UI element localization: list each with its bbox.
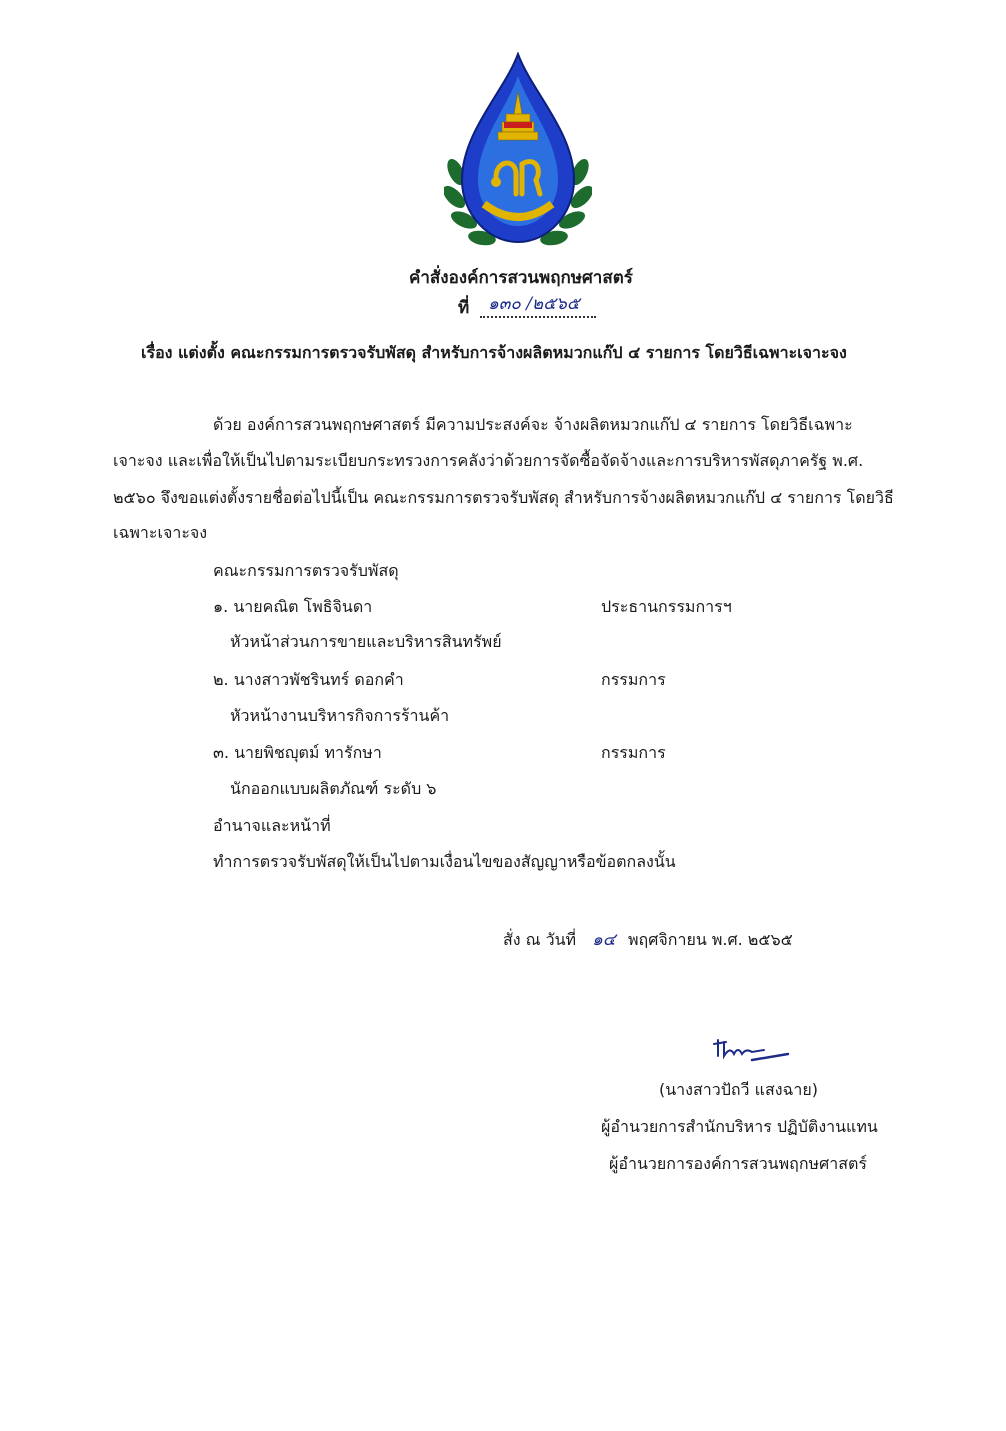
order-title: คำสั่งองค์การสวนพฤกษศาสตร์ — [409, 268, 633, 288]
member-position: หัวหน้าส่วนการขายและบริหารสินทรัพย์ — [230, 632, 502, 651]
signatory-title: ผู้อำนวยการสำนักบริหาร ปฏิบัติงานแทน — [601, 1117, 878, 1136]
member-position: หัวหน้างานบริหารกิจการร้านค้า — [230, 706, 450, 725]
order-date-day-handwritten: ๑๔ — [592, 930, 616, 950]
member-name: ๒. นางสาวพัชรินทร์ ดอกคำ — [213, 670, 404, 689]
duty-text: ทำการตรวจรับพัสดุให้เป็นไปตามเงื่อนไขของสัญญาหรือข้อตกลงนั้น — [213, 852, 676, 871]
paragraph-line: ๒๕๖๐ จึงขอแต่งตั้งรายชื่อต่อไปนี้เป็น คณะกรรมการตรวจรับพัสดุ สำหรับการจ้างผลิตหมวกแก๊ป ๔ รายการ โดยวิธี — [113, 488, 894, 507]
order-date-prefix: สั่ง ณ วันที่ — [503, 930, 577, 949]
committee-heading: คณะกรรมการตรวจรับพัสดุ — [213, 561, 399, 580]
member-position: นักออกแบบผลิตภัณฑ์ ระดับ ๖ — [230, 779, 437, 798]
paragraph-line: ด้วย องค์การสวนพฤกษศาสตร์ มีความประสงค์จะ จ้างผลิตหมวกแก๊ป ๔ รายการ โดยวิธีเฉพาะ — [213, 415, 853, 434]
order-subject: เรื่อง แต่งตั้ง คณะกรรมการตรวจรับพัสดุ สำหรับการจ้างผลิตหมวกแก๊ป ๔ รายการ โดยวิธีเฉพาะเจาะจง — [141, 343, 847, 362]
member-role: กรรมการ — [601, 670, 666, 689]
member-name: ๑. นายคณิต โพธิจินดา — [213, 597, 373, 616]
handwritten-signature — [712, 1034, 792, 1066]
order-number-handwritten: ๑๓๐ /๒๕๖๕ — [480, 290, 596, 318]
member-name: ๓. นายพิชญุตม์ ทารักษา — [213, 743, 382, 762]
paragraph-line: เฉพาะเจาะจง — [113, 523, 208, 542]
member-role: กรรมการ — [601, 743, 666, 762]
order-date-month-year: พฤศจิกายน พ.ศ. ๒๕๖๕ — [628, 930, 793, 949]
paragraph-line: เจาะจง และเพื่อให้เป็นไปตามระเบียบกระทรวงการคลังว่าด้วยการจัดซื้อจัดจ้างและการบริหารพัสดุภาครัฐ พ.ศ. — [113, 451, 864, 470]
royal-botanic-emblem-icon — [444, 52, 592, 252]
member-role: ประธานกรรมการฯ — [601, 597, 732, 616]
duty-heading: อำนาจและหน้าที่ — [213, 816, 331, 835]
order-number-label: ที่ — [458, 298, 470, 318]
signatory-title-acting-for: ผู้อำนวยการองค์การสวนพฤกษศาสตร์ — [609, 1154, 867, 1173]
signatory-name: (นางสาวปัถวี แสงฉาย) — [659, 1080, 819, 1099]
